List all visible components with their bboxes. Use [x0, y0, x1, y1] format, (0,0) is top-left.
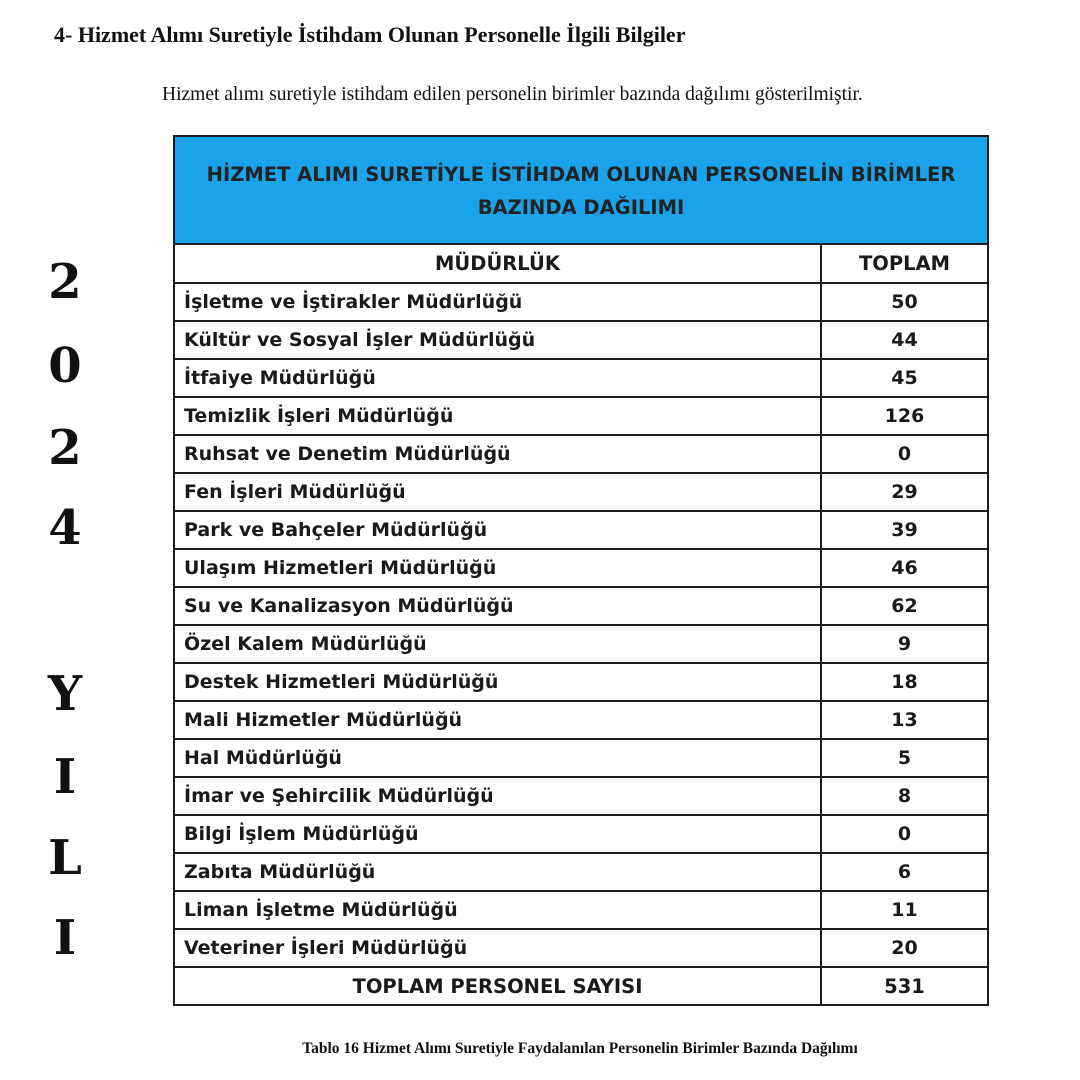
- table-title-row: [174, 136, 988, 244]
- table-row: [174, 549, 988, 587]
- unit-name: Ruhsat ve Denetim Müdürlüğü: [174, 435, 821, 473]
- table-header-row: [174, 244, 988, 283]
- table-row: [174, 473, 988, 511]
- table-row: [174, 359, 988, 397]
- table-row: [174, 625, 988, 663]
- table-row: [174, 929, 988, 967]
- unit-total: 39: [821, 511, 988, 549]
- unit-name: Park ve Bahçeler Müdürlüğü: [174, 511, 821, 549]
- unit-name: Destek Hizmetleri Müdürlüğü: [174, 663, 821, 701]
- year-char: 4: [48, 500, 82, 556]
- table-caption: Tablo 16 Hizmet Alımı Suretiyle Faydalanılan Personelin Birimler Bazında Dağılımı: [302, 1040, 858, 1057]
- year-char: 0: [48, 338, 82, 394]
- unit-name: Liman İşletme Müdürlüğü: [174, 891, 821, 929]
- unit-total: 62: [821, 587, 988, 625]
- table-row: [174, 739, 988, 777]
- section-heading: 4- Hizmet Alımı Suretiyle İstihdam Olunan Personelle İlgili Bilgiler: [54, 22, 686, 47]
- unit-name: Kültür ve Sosyal İşler Müdürlüğü: [174, 321, 821, 359]
- unit-total: 5: [821, 739, 988, 777]
- unit-name: Hal Müdürlüğü: [174, 739, 821, 777]
- total-value: 531: [821, 967, 988, 1005]
- year-char: 2: [48, 420, 82, 476]
- year-char: 2: [48, 254, 82, 310]
- table-row: [174, 397, 988, 435]
- unit-total: 9: [821, 625, 988, 663]
- unit-total: 46: [821, 549, 988, 587]
- year-char: Y: [47, 666, 83, 722]
- unit-name: Fen İşleri Müdürlüğü: [174, 473, 821, 511]
- unit-total: 0: [821, 815, 988, 853]
- column-header-total: TOPLAM: [821, 244, 988, 283]
- unit-name: Ulaşım Hizmetleri Müdürlüğü: [174, 549, 821, 587]
- unit-total: 18: [821, 663, 988, 701]
- personnel-distribution-table: [173, 135, 989, 1006]
- unit-total: 29: [821, 473, 988, 511]
- column-header-unit: MÜDÜRLÜK: [174, 244, 821, 283]
- unit-name: Temizlik İşleri Müdürlüğü: [174, 397, 821, 435]
- year-char: L: [48, 830, 82, 886]
- table-body: [174, 283, 988, 967]
- table-row: [174, 891, 988, 929]
- intro-paragraph: Hizmet alımı suretiyle istihdam edilen personelin birimler bazında dağılımı gösterilmiştir.: [162, 84, 863, 105]
- unit-total: 11: [821, 891, 988, 929]
- unit-name: Mali Hizmetler Müdürlüğü: [174, 701, 821, 739]
- unit-name: İmar ve Şehircilik Müdürlüğü: [174, 777, 821, 815]
- table-row: [174, 701, 988, 739]
- unit-total: 13: [821, 701, 988, 739]
- unit-name: İşletme ve İştirakler Müdürlüğü: [174, 283, 821, 321]
- table-row: [174, 435, 988, 473]
- year-char: I: [53, 749, 77, 805]
- total-label: TOPLAM PERSONEL SAYISI: [174, 967, 821, 1005]
- table-row: [174, 321, 988, 359]
- unit-total: 0: [821, 435, 988, 473]
- table-row: [174, 815, 988, 853]
- unit-total: 20: [821, 929, 988, 967]
- table-row: [174, 663, 988, 701]
- table-row: [174, 777, 988, 815]
- unit-name: İtfaiye Müdürlüğü: [174, 359, 821, 397]
- unit-total: 45: [821, 359, 988, 397]
- table-row: [174, 511, 988, 549]
- year-char: I: [53, 910, 77, 966]
- unit-name: Bilgi İşlem Müdürlüğü: [174, 815, 821, 853]
- unit-name: Veteriner İşleri Müdürlüğü: [174, 929, 821, 967]
- table-total-row: [174, 967, 988, 1005]
- table-title-line: HİZMET ALIMI SURETİYLE İSTİHDAM OLUNAN PERSONELİN BİRİMLER: [206, 163, 956, 186]
- unit-name: Zabıta Müdürlüğü: [174, 853, 821, 891]
- table-row: [174, 283, 988, 321]
- unit-name: Özel Kalem Müdürlüğü: [174, 625, 821, 663]
- unit-total: 8: [821, 777, 988, 815]
- table-row: [174, 853, 988, 891]
- unit-total: 126: [821, 397, 988, 435]
- unit-total: 50: [821, 283, 988, 321]
- unit-name: Su ve Kanalizasyon Müdürlüğü: [174, 587, 821, 625]
- table-title-line: BAZINDA DAĞILIMI: [477, 196, 685, 219]
- unit-total: 44: [821, 321, 988, 359]
- table-title: [174, 136, 988, 244]
- table-row: [174, 587, 988, 625]
- unit-total: 6: [821, 853, 988, 891]
